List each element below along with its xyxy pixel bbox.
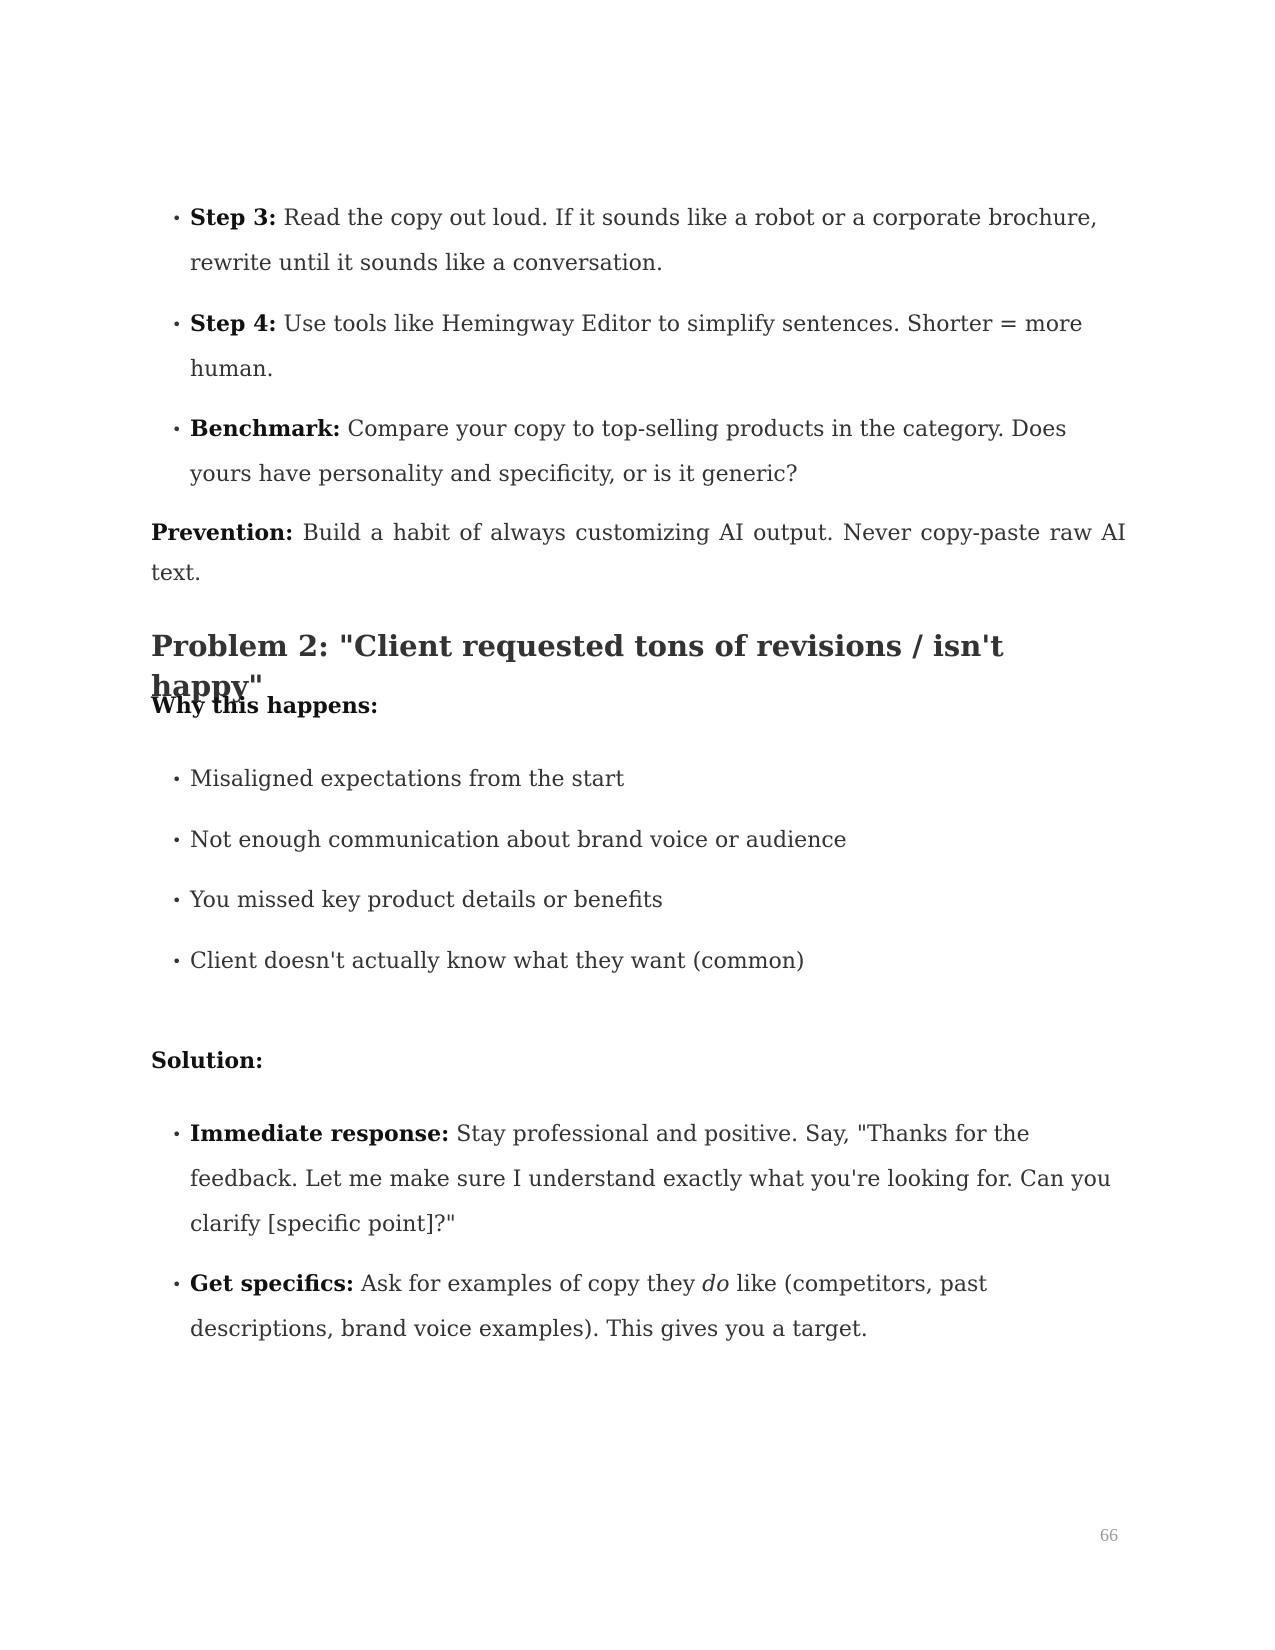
bullet-icon: •: [172, 1275, 182, 1294]
item-label: Benchmark:: [190, 416, 341, 442]
bullet-icon: •: [172, 209, 182, 228]
bullet-icon: •: [172, 891, 182, 910]
why-item: [172, 818, 1126, 863]
list-item-step-4: [172, 302, 1126, 392]
item-text: Misaligned expectations from the start: [190, 767, 625, 792]
item-text: Client doesn't actually know what they want (common): [190, 949, 805, 974]
why-item: [172, 757, 1126, 802]
prevention-label: Prevention:: [151, 520, 294, 546]
item-text: Use tools like Hemingway Editor to simplify sentences. Shorter = more human.: [190, 312, 1083, 382]
list-item-benchmark: [172, 407, 1126, 497]
bullet-icon: •: [172, 315, 182, 334]
prevention-text: Build a habit of always customizing AI output. Never copy-paste raw AI text.: [151, 521, 1126, 586]
why-item: [172, 939, 1126, 984]
item-label: Immediate response:: [190, 1121, 450, 1147]
item-text: You missed key product details or benefits: [190, 888, 663, 913]
item-text-before: Ask for examples of copy they: [361, 1272, 696, 1297]
item-label: Step 4:: [190, 311, 277, 337]
item-text-after: like (competitors, past descriptions, brand voice examples). This gives you a target.: [190, 1272, 988, 1342]
why-item: [172, 878, 1126, 923]
item-text: Compare your copy to top-selling products in the category. Does yours have personality and specificity, or is it generic?: [190, 417, 1067, 487]
solution-item-immediate-response: [172, 1112, 1126, 1247]
section-heading-problem-2: Problem 2: "Client requested tons of revisions / isn't happy": [151, 629, 1004, 703]
solution-item-get-specifics: [172, 1262, 1126, 1352]
bullet-icon: •: [172, 770, 182, 789]
bullet-icon: •: [172, 420, 182, 439]
item-text: Not enough communication about brand voice or audience: [190, 828, 847, 853]
bullet-icon: •: [172, 952, 182, 971]
item-text: Read the copy out loud. If it sounds like a robot or a corporate brochure, rewrite until it sounds like a conversation.: [190, 206, 1098, 276]
list-item-step-3: [172, 196, 1126, 286]
bullet-icon: •: [172, 831, 182, 850]
item-label: Step 3:: [190, 205, 277, 231]
item-label: Get specifics:: [190, 1271, 355, 1297]
why-heading: Why this happens:: [151, 693, 379, 719]
prevention-paragraph: [151, 513, 1126, 594]
page-number: 66: [1100, 1525, 1118, 1545]
bullet-icon: •: [172, 1125, 182, 1144]
item-text-italic: do: [702, 1272, 730, 1297]
item-text: Stay professional and positive. Say, "Thanks for the feedback. Let me make sure I understand exactly what you're looking for. Can you clarify [specific point]?": [190, 1122, 1111, 1237]
solution-heading: Solution:: [151, 1048, 264, 1074]
